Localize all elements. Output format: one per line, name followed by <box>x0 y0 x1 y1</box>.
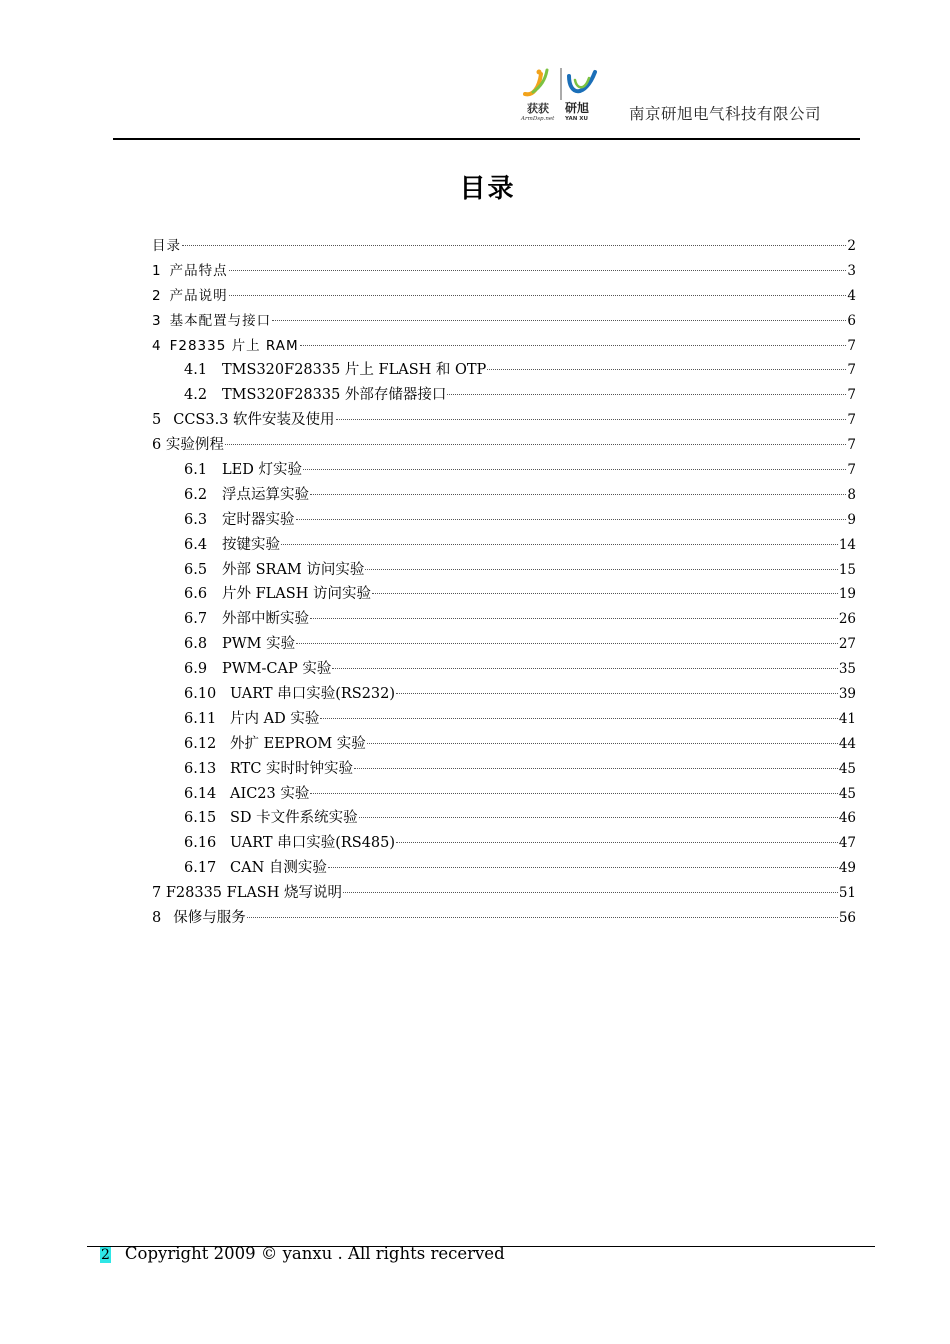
toc-entry-label: 片外 FLASH 访问实验 <box>222 586 371 603</box>
header-divider <box>113 138 860 140</box>
toc-entry[interactable] <box>152 806 856 831</box>
toc-entry-label: 目录 <box>152 238 181 254</box>
toc-dot-leader <box>272 320 846 321</box>
toc-entry-number: 5 <box>152 412 162 429</box>
toc-dot-leader <box>447 394 846 395</box>
toc-entry[interactable] <box>152 558 856 583</box>
toc-entry-number: 6.6 <box>184 586 208 603</box>
toc-entry-page: 56 <box>838 910 856 927</box>
toc-entry[interactable] <box>152 433 856 458</box>
toc-entry[interactable] <box>152 757 856 782</box>
page-number: 2 <box>101 1247 110 1263</box>
toc-entry-page: 8 <box>847 486 856 503</box>
toc-dot-leader <box>310 618 838 619</box>
toc-entry-number: 4 <box>152 337 162 354</box>
toc-entry-page: 19 <box>838 586 856 603</box>
toc-entry-label: 基本配置与接口 <box>169 312 272 329</box>
toc-entry-page: 9 <box>847 511 856 528</box>
toc-entry-label: 浮点运算实验 <box>222 486 309 503</box>
toc-entry-number: 6.15 <box>184 810 217 827</box>
toc-entry-page: 46 <box>838 810 856 827</box>
toc-entry-page: 27 <box>838 636 856 653</box>
toc-entry-number: 6.2 <box>184 486 208 503</box>
toc-entry[interactable] <box>152 831 856 856</box>
svg-text:ArmDsp.net: ArmDsp.net <box>521 116 555 122</box>
toc-entry-number: 6.3 <box>184 511 208 528</box>
toc-entry-label: UART 串口实验(RS232) <box>230 686 396 703</box>
toc-entry[interactable] <box>152 782 856 807</box>
toc-entry-number: 4.1 <box>184 362 208 379</box>
toc-entry[interactable] <box>152 508 856 533</box>
toc-dot-leader <box>247 917 838 918</box>
toc-dot-leader <box>328 867 838 868</box>
toc-entry[interactable] <box>152 358 856 383</box>
toc-entry-page: 2 <box>847 238 856 254</box>
toc-dot-leader <box>354 768 838 769</box>
toc-entry-label: 定时器实验 <box>222 511 295 528</box>
toc-entry-label: CCS3.3 软件安装及使用 <box>173 412 335 429</box>
copyright-text: Copyright 2009 © yanxu . All rights recerved <box>124 1244 505 1263</box>
toc-entry-page: 7 <box>847 337 856 354</box>
toc-entry[interactable] <box>152 582 856 607</box>
toc-entry-label: 片内 AD 实验 <box>230 710 320 727</box>
toc-entry-page: 45 <box>838 760 856 777</box>
toc-entry-page: 49 <box>838 860 856 877</box>
toc-entry-label: 外部中断实验 <box>222 611 309 628</box>
toc-entry-number: 6.7 <box>184 611 208 628</box>
toc-entry[interactable] <box>152 309 856 334</box>
toc-entry-label: 7 F28335 FLASH 烧写说明 <box>152 885 342 902</box>
toc-entry-page: 7 <box>847 412 856 429</box>
toc-entry[interactable] <box>152 632 856 657</box>
toc-entry-number: 6.8 <box>184 636 208 653</box>
toc-entry-label: TMS320F28335 片上 FLASH 和 OTP <box>222 362 487 379</box>
toc-entry-number: 6.12 <box>184 735 217 752</box>
toc-entry-page: 51 <box>838 885 856 902</box>
toc-entry-number: 1 <box>152 262 162 279</box>
toc-dot-leader <box>182 245 846 246</box>
toc-entry-label: UART 串口实验(RS485) <box>230 835 396 852</box>
toc-dot-leader <box>336 419 847 420</box>
toc-entry-page: 45 <box>838 785 856 802</box>
toc-entry-number: 3 <box>152 312 162 329</box>
toc-entry-label: AIC23 实验 <box>230 785 310 802</box>
company-name: 南京研旭电气科技有限公司 <box>629 105 822 123</box>
toc-entry-label: 产品特点 <box>169 262 228 279</box>
toc-entry[interactable] <box>152 657 856 682</box>
toc-entry-number: 6.4 <box>184 536 208 553</box>
toc-dot-leader <box>225 444 847 445</box>
toc-entry-number: 6.10 <box>184 686 217 703</box>
toc-entry-page: 7 <box>847 462 856 479</box>
toc-entry[interactable] <box>152 234 856 259</box>
toc-entry-number: 8 <box>152 910 162 927</box>
toc-entry[interactable] <box>152 408 856 433</box>
toc-entry-page: 4 <box>847 287 856 304</box>
toc-entry-number: 6.16 <box>184 835 217 852</box>
toc-dot-leader <box>320 718 837 719</box>
toc-entry-page: 44 <box>838 735 856 752</box>
toc-dot-leader <box>300 345 847 346</box>
toc-entry-page: 7 <box>847 437 856 454</box>
toc-dot-leader <box>396 842 838 843</box>
toc-entry-number: 6.13 <box>184 760 217 777</box>
toc-entry-number: 6.9 <box>184 661 208 678</box>
toc-entry-label: 产品说明 <box>169 287 228 304</box>
toc-entry-number: 6.5 <box>184 561 208 578</box>
toc-dot-leader <box>229 295 847 296</box>
toc-entry-label: F28335 片上 RAM <box>169 337 299 354</box>
toc-entry-page: 7 <box>847 387 856 404</box>
toc-entry-label: 外部 SRAM 访问实验 <box>222 561 365 578</box>
toc-entry-number: 6.11 <box>184 710 217 727</box>
page-footer <box>100 1244 505 1263</box>
toc-entry[interactable] <box>152 682 856 707</box>
toc-dot-leader <box>343 892 838 893</box>
svg-text:获获: 获获 <box>527 102 549 115</box>
toc-entry[interactable] <box>152 458 856 483</box>
toc-entry-label: PWM 实验 <box>222 636 296 653</box>
toc-entry[interactable] <box>152 707 856 732</box>
toc-entry[interactable] <box>152 383 856 408</box>
toc-entry-label: 保修与服务 <box>173 910 246 927</box>
toc-entry-number: 4.2 <box>184 387 208 404</box>
page-title: 目录 <box>459 174 516 204</box>
toc-entry-label: CAN 自测实验 <box>230 860 327 877</box>
toc-entry-number: 6.14 <box>184 785 217 802</box>
toc-dot-leader <box>296 643 838 644</box>
toc-entry-page: 26 <box>838 611 856 628</box>
toc-entry[interactable] <box>152 334 856 359</box>
toc-dot-leader <box>229 270 847 271</box>
toc-entry-label: SD 卡文件系统实验 <box>230 810 358 827</box>
toc-entry[interactable] <box>152 732 856 757</box>
toc-entry[interactable] <box>152 856 856 881</box>
toc-dot-leader <box>332 668 837 669</box>
toc-entry-label: RTC 实时时钟实验 <box>230 760 354 777</box>
toc-entry-page: 41 <box>838 710 856 727</box>
toc-entry-label: PWM-CAP 实验 <box>222 661 332 678</box>
yanxu-logo-icon <box>519 66 603 122</box>
toc-dot-leader <box>365 569 837 570</box>
toc-entry-page: 14 <box>838 536 856 553</box>
toc-entry[interactable] <box>152 607 856 632</box>
page-header <box>113 62 860 140</box>
toc-dot-leader <box>310 793 837 794</box>
toc-dot-leader <box>487 369 846 370</box>
toc-entry-page: 3 <box>847 262 856 279</box>
toc-dot-leader <box>303 469 846 470</box>
toc-entry-label: 按键实验 <box>222 536 280 553</box>
toc-entry[interactable] <box>152 881 856 906</box>
toc-entry-page: 7 <box>847 362 856 379</box>
toc-entry-number: 6.17 <box>184 860 217 877</box>
toc-entry-page: 47 <box>838 835 856 852</box>
toc-entry-label: LED 灯实验 <box>222 462 302 479</box>
toc-dot-leader <box>372 593 838 594</box>
toc-entry[interactable] <box>152 906 856 931</box>
toc-entry-number: 6.1 <box>184 462 208 479</box>
svg-text:YAN XU: YAN XU <box>565 116 588 122</box>
toc-entry-label: 6 实验例程 <box>152 437 224 454</box>
toc-entry-page: 15 <box>838 561 856 578</box>
toc-dot-leader <box>367 743 838 744</box>
toc-entry-page: 39 <box>838 686 856 703</box>
toc-entry-label: TMS320F28335 外部存储器接口 <box>222 387 447 404</box>
toc-entry-label: 外扩 EEPROM 实验 <box>230 735 366 752</box>
table-of-contents <box>152 234 856 931</box>
toc-entry[interactable] <box>152 483 856 508</box>
toc-entry[interactable] <box>152 533 856 558</box>
toc-dot-leader <box>310 494 846 495</box>
toc-entry[interactable] <box>152 259 856 284</box>
toc-dot-leader <box>396 693 838 694</box>
toc-dot-leader <box>296 519 847 520</box>
toc-dot-leader <box>281 544 838 545</box>
toc-entry-number: 2 <box>152 287 162 304</box>
toc-dot-leader <box>359 817 838 818</box>
svg-text:研旭: 研旭 <box>565 101 590 115</box>
toc-entry[interactable] <box>152 284 856 309</box>
toc-entry-page: 6 <box>847 312 856 329</box>
toc-entry-page: 35 <box>838 661 856 678</box>
